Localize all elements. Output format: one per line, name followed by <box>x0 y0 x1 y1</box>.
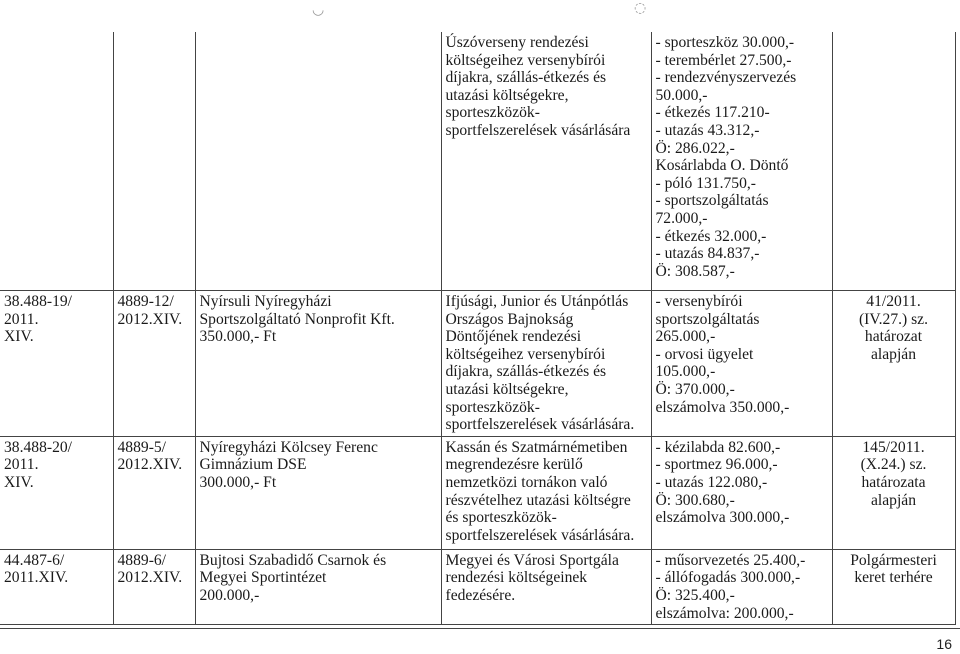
cell-registration-number: 44.487-6/ 2011.XIV. <box>0 549 113 624</box>
cell-beneficiary: Nyíregyházi Kölcsey Ferenc Gimnázium DSE 300.000,- Ft <box>195 436 441 549</box>
scan-mark: ◡ <box>312 2 325 18</box>
grant-table <box>0 32 956 625</box>
cell-decision <box>832 32 955 291</box>
cell-purpose: Ifjúsági, Junior és Utánpótlás Országos Bajnokság Döntőjének rendezési költségeihez versenybírói díjakra, szállás-étkezés és utazási költségekre, sporteszközök- sportfelszerelések vásárlására. <box>441 291 651 437</box>
cell-decision: 41/2011. (IV.27.) sz. határozat alapján <box>832 291 955 437</box>
cell-beneficiary <box>195 32 441 291</box>
cell-registration-number: 38.488-20/ 2011. XIV. <box>0 436 113 549</box>
cell-settlement: - műsorvezetés 25.400,- - állófogadás 300.000,- Ö: 325.400,- elszámolva: 200.000,- <box>651 549 832 624</box>
cell-file-number: 4889-12/ 2012.XIV. <box>113 291 195 437</box>
cell-beneficiary: Nyírsuli Nyíregyházi Sportszolgáltató Nonprofit Kft. 350.000,- Ft <box>195 291 441 437</box>
scan-mark: ◌ <box>634 0 647 16</box>
cell-decision: 145/2011. (X.24.) sz. határozata alapján <box>832 436 955 549</box>
footer-divider <box>0 628 960 629</box>
page-number: 16 <box>936 636 952 652</box>
cell-file-number: 4889-6/ 2012.XIV. <box>113 549 195 624</box>
cell-purpose: Kassán és Szatmárnémetiben megrendezésre kerülő nemzetközi tornákon való részvételhez utazási költségre és sporteszközök- sportfelszerelések vásárlására. <box>441 436 651 549</box>
cell-file-number <box>113 32 195 291</box>
cell-registration-number: 38.488-19/ 2011. XIV. <box>0 291 113 437</box>
table-row <box>0 436 955 549</box>
cell-settlement: - sporteszköz 30.000,- - terembérlet 27.500,- - rendezvényszervezés 50.000,- - étkezés 117.210- - utazás 43.312,- Ö: 286.022,- Kosárlabda O. Döntő - póló 131.750,- - sportszolgáltatás 72.000,- - étkezés 32.000,- - utazás 84.837,- Ö: 308.587,- <box>651 32 832 291</box>
cell-settlement: - kézilabda 82.600,- - sportmez 96.000,- - utazás 122.080,- Ö: 300.680,- elszámolva 300.000,- <box>651 436 832 549</box>
cell-purpose: Úszóverseny rendezési költségeihez versenybírói díjakra, szállás-étkezés és utazási költségekre, sporteszközök- sportfelszerelések vásárlására <box>441 32 651 291</box>
cell-file-number: 4889-5/ 2012.XIV. <box>113 436 195 549</box>
cell-beneficiary: Bujtosi Szabadidő Csarnok és Megyei Sportintézet 200.000,- <box>195 549 441 624</box>
table-row <box>0 549 955 624</box>
table-row <box>0 32 955 291</box>
cell-settlement: - versenybírói sportszolgáltatás 265.000,- - orvosi ügyelet 105.000,- Ö: 370.000,- elszámolva 350.000,- <box>651 291 832 437</box>
cell-registration-number <box>0 32 113 291</box>
cell-purpose: Megyei és Városi Sportgála rendezési költségeinek fedezésére. <box>441 549 651 624</box>
cell-decision: Polgármesteri keret terhére <box>832 549 955 624</box>
table-row <box>0 291 955 437</box>
